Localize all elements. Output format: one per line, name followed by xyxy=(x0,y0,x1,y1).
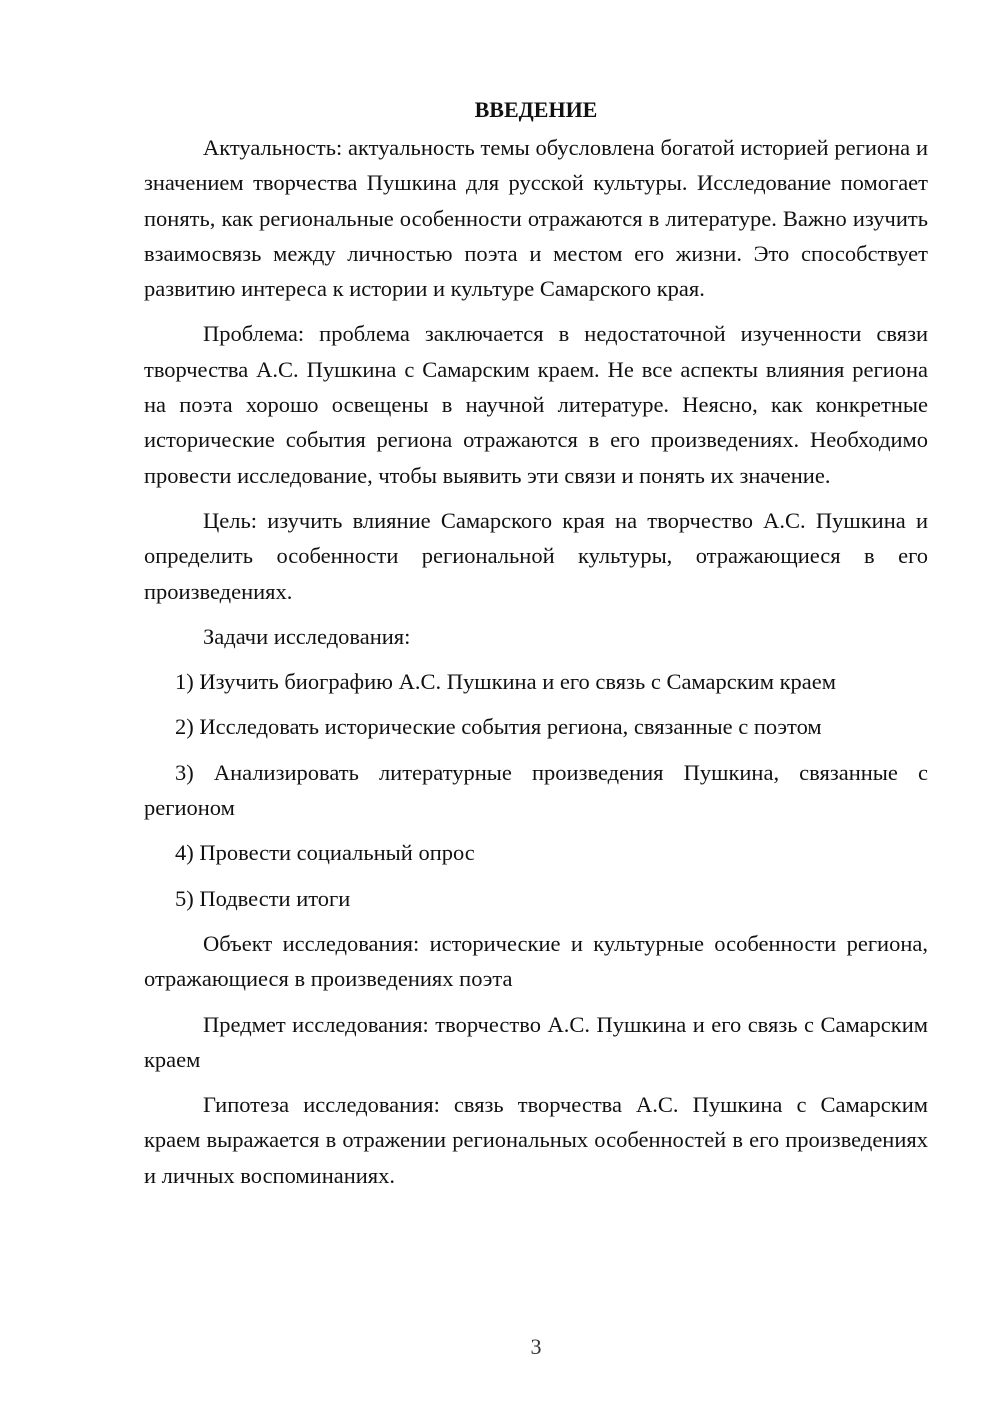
problem-paragraph: Проблема: проблема заключается в недостаточной изученности связи творчества А.С. Пушкина с Самарским краем. Не все аспекты влияния региона на поэта хорошо освещены в научной литературе. Неясно, как конкретные исторические события региона отражаются в его произведениях. Необходимо провести исследование, чтобы выявить эти связи и понять их значение. xyxy=(144,321,928,488)
list-item: 5) Подвести итоги xyxy=(175,885,351,911)
goal-paragraph: Цель: изучить влияние Самарского края на творчество А.С. Пушкина и определить особенности региональной культуры, отражающиеся в его произведениях. xyxy=(144,507,928,604)
list-item: 4) Провести социальный опрос xyxy=(175,840,475,866)
relevance-paragraph: Актуальность: актуальность темы обусловлена богатой историей региона и значением творчества Пушкина для русской культуры. Исследование помогает понять, как региональные особенности отражаются в литературе. Важно изучить взаимосвязь между личностью поэта и местом его жизни. Это способствует развитию интереса к истории и культуре Самарского края. xyxy=(144,135,928,302)
document-page xyxy=(144,92,928,1203)
subject-paragraph: Предмет исследования: творчество А.С. Пушкина и его связь с Самарским краем xyxy=(144,1011,928,1072)
section-title: ВВЕДЕНИЕ xyxy=(474,97,598,122)
list-item: 2) Исследовать исторические события региона, связанные с поэтом xyxy=(175,714,822,740)
page-number: 3 xyxy=(530,1334,542,1359)
list-item: 1) Изучить биографию А.С. Пушкина и его связь с Самарским краем xyxy=(175,669,836,695)
hypothesis-paragraph: Гипотеза исследования: связь творчества А.С. Пушкина с Самарским краем выражается в отражении региональных особенностей в его произведениях и личных воспоминаниях. xyxy=(144,1092,928,1188)
object-paragraph: Объект исследования: исторические и культурные особенности региона, отражающиеся в произведениях поэта xyxy=(144,930,928,992)
tasks-list xyxy=(144,664,928,916)
list-item: 3) Анализировать литературные произведения Пушкина, связанные с регионом xyxy=(144,759,928,821)
tasks-heading: Задачи исследования: xyxy=(203,623,411,649)
